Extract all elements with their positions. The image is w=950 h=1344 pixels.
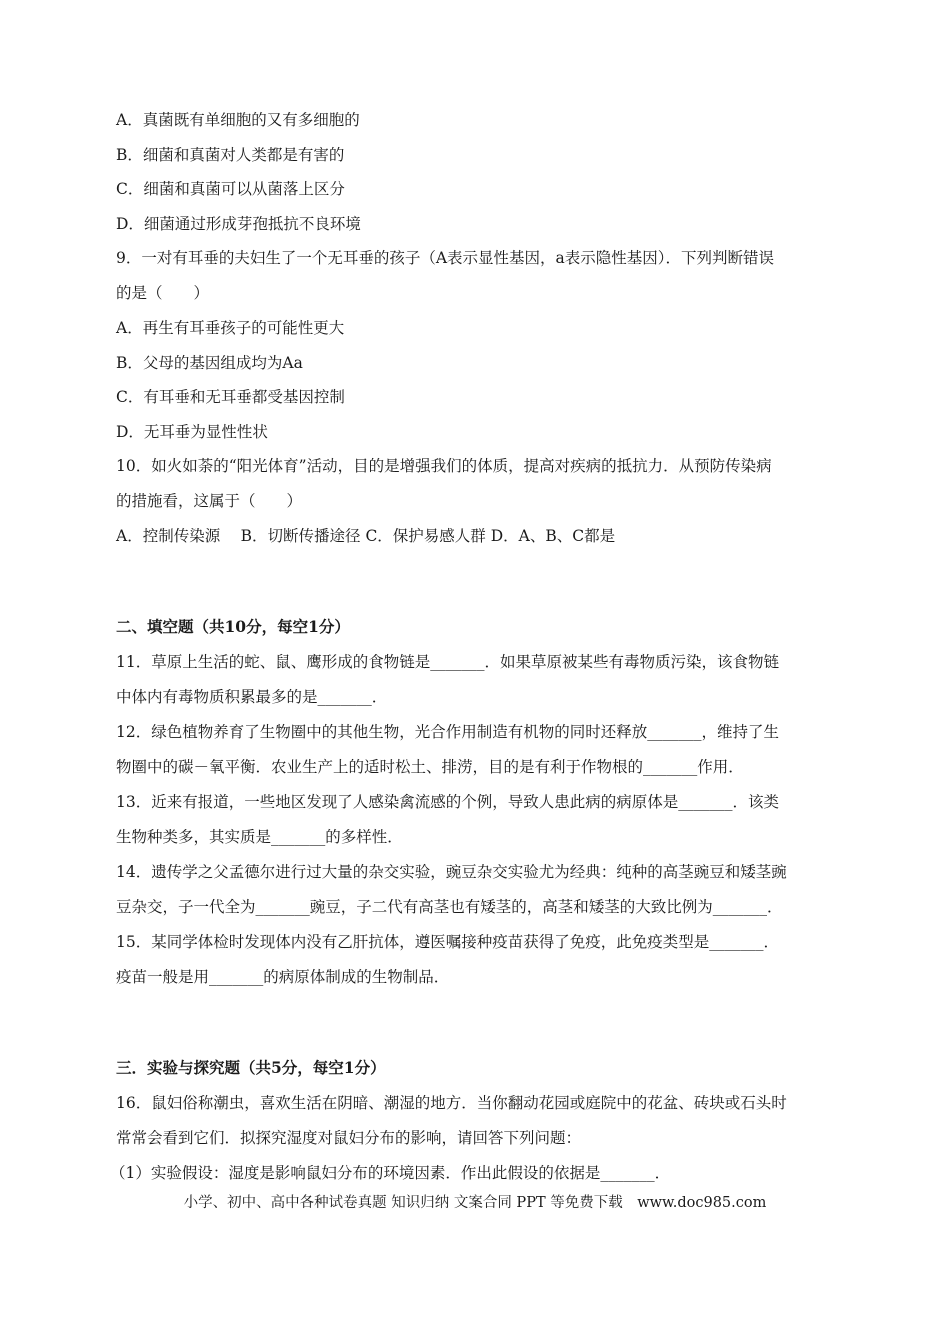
- q16-sub1: （1）实验假设：湿度是影响鼠妇分布的环境因素．作出此假设的依据是_______．: [110, 1163, 671, 1182]
- q13-line1: 13．近来有报道，一些地区发现了人感染禽流感的个例，导致人患此病的病原体是_______．该类: [116, 792, 779, 811]
- q8-option-c: C．细菌和真菌可以从菌落上区分: [116, 180, 345, 198]
- section-spacer: [116, 561, 846, 617]
- section2-heading: 二、填空题（共10分，每空1分）: [116, 616, 350, 636]
- q9-option-a: A．再生有耳垂孩子的可能性更大: [116, 319, 345, 337]
- q13-line2: 生物种类多，其实质是_______的多样性．: [116, 827, 403, 846]
- q15-line1: 15．某同学体检时发现体内没有乙肝抗体，遵医嘱接种疫苗获得了免疫，此免疫类型是_______．: [116, 932, 779, 951]
- q8-option-d: D．细菌通过形成芽孢抵抗不良环境: [116, 214, 361, 233]
- q16-line2: 常常会看到它们．拟探究湿度对鼠妇分布的影响，请回答下列问题：: [116, 1128, 582, 1147]
- q12-line1: 12．绿色植物养育了生物圈中的其他生物，光合作用制造有机物的同时还释放_______，维持了生: [116, 722, 779, 741]
- q14-line1: 14．遗传学之父孟德尔进行过大量的杂交实验，豌豆杂交实验尤为经典：纯种的高茎豌豆和矮茎豌: [116, 862, 787, 881]
- section-spacer: [116, 1002, 846, 1058]
- q9-stem-line2: 的是（ ）: [116, 284, 210, 302]
- q9-option-c: C．有耳垂和无耳垂都受基因控制: [116, 388, 345, 406]
- section3-heading: 三．实验与探究题（共5分，每空1分）: [116, 1057, 386, 1077]
- page-footer: 小学、初中、高中各种试卷真题 知识归纳 文案合同 PPT 等免费下载 www.doc985.com: [183, 1195, 767, 1211]
- q12-line2: 物圈中的碳－氧平衡．农业生产上的适时松土、排涝，目的是有利于作物根的_______作用．: [116, 757, 744, 776]
- q16-line1: 16．鼠妇俗称潮虫，喜欢生活在阴暗、潮湿的地方．当你翻动花园或庭院中的花盆、砖块或石头时: [116, 1093, 787, 1112]
- q9-stem-line1: 9．一对有耳垂的夫妇生了一个无耳垂的孩子（A表示显性基因，a表示隐性基因）．下列判断错误: [116, 249, 775, 267]
- q11-line1: 11．草原上生活的蛇、鼠、鹰形成的食物链是_______．如果草原被某些有毒物质污染，该食物链: [116, 652, 779, 671]
- q14-line2: 豆杂交，子一代全为_______豌豆，子二代有高茎也有矮茎的，高茎和矮茎的大致比例为_______．: [116, 897, 783, 916]
- q10-stem-line1: 10．如火如荼的“阳光体育”活动，目的是增强我们的体质，提高对疾病的抵抗力．从预防传染病: [116, 457, 772, 475]
- q8-option-b: B．细菌和真菌对人类都是有害的: [116, 145, 345, 164]
- q9-option-b: B．父母的基因组成均为Aa: [116, 353, 303, 372]
- q10-options: A．控制传染源 B．切断传播途径 C．保护易感人群 D．A、B、C都是: [116, 527, 616, 545]
- q15-line2: 疫苗一般是用_______的病原体制成的生物制品．: [116, 967, 450, 986]
- exam-content: [110, 110, 846, 1198]
- q8-option-a: A．真菌既有单细胞的又有多细胞的: [116, 111, 360, 129]
- q10-stem-line2: 的措施看，这属于（ ）: [116, 492, 303, 510]
- q11-line2: 中体内有毒物质积累最多的是_______．: [116, 687, 388, 706]
- q9-option-d: D．无耳垂为显性性状: [116, 422, 268, 441]
